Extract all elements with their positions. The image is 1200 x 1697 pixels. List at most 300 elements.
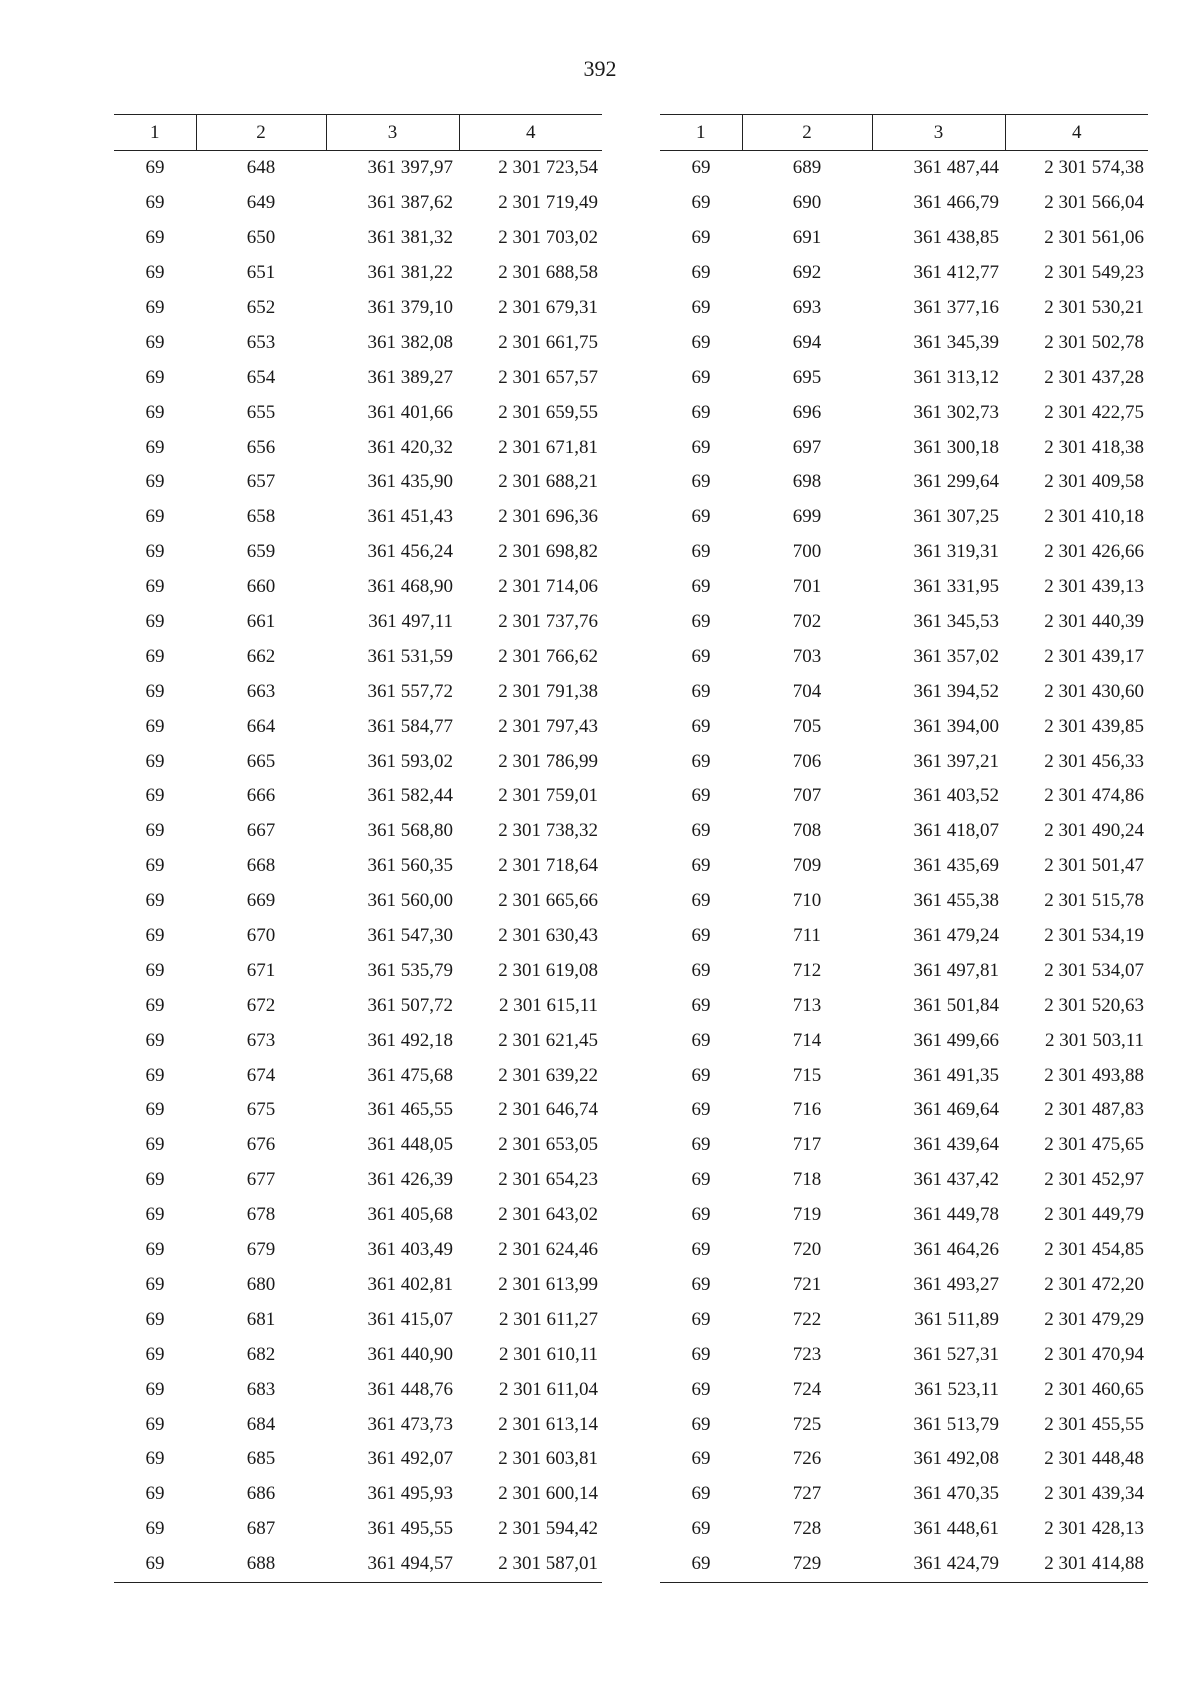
contour-number-cell: 69 — [691, 785, 711, 807]
y-coordinate-cell: 2 301 455,55 — [1044, 1413, 1144, 1435]
point-number-cell: 701 — [792, 576, 822, 598]
table-row — [660, 674, 1148, 709]
point-number-cell: 676 — [246, 1134, 276, 1156]
x-coordinate-cell: 361 394,00 — [913, 715, 999, 737]
table-row — [660, 1512, 1148, 1547]
point-number-cell: 666 — [246, 785, 276, 807]
table-row — [660, 256, 1148, 291]
table-row — [114, 570, 602, 605]
table-row — [660, 1442, 1148, 1477]
x-coordinate-cell: 361 299,64 — [913, 471, 999, 493]
y-coordinate-cell: 2 301 621,45 — [498, 1029, 598, 1051]
point-number-cell: 692 — [792, 262, 822, 284]
point-number-cell: 708 — [792, 820, 822, 842]
point-number-cell: 678 — [246, 1204, 276, 1226]
table-row — [660, 1268, 1148, 1303]
column-header: 1 — [114, 115, 196, 151]
contour-number-cell: 69 — [145, 1064, 165, 1086]
point-number-cell: 691 — [792, 227, 822, 249]
table-row — [114, 1198, 602, 1233]
y-coordinate-cell: 2 301 460,65 — [1044, 1378, 1144, 1400]
contour-number-cell: 69 — [691, 297, 711, 318]
x-coordinate-cell: 361 455,38 — [913, 890, 999, 912]
column-header: 4 — [459, 115, 602, 151]
table-row — [114, 1023, 602, 1058]
x-coordinate-cell: 361 487,44 — [913, 157, 999, 179]
contour-number-cell: 69 — [145, 925, 165, 947]
point-number-cell: 653 — [246, 331, 276, 353]
x-coordinate-cell: 361 307,25 — [913, 506, 999, 528]
x-coordinate-cell: 361 501,84 — [913, 994, 999, 1016]
table-row — [660, 744, 1148, 779]
point-number-cell: 661 — [246, 611, 276, 633]
point-number-cell: 682 — [246, 1343, 276, 1365]
point-number-cell: 695 — [792, 366, 822, 388]
table-row — [114, 465, 602, 500]
table-row — [660, 1547, 1148, 1582]
table-row — [114, 430, 602, 465]
point-number-cell: 710 — [792, 890, 822, 912]
contour-number-cell: 69 — [691, 1378, 711, 1400]
y-coordinate-cell: 2 301 624,46 — [498, 1239, 598, 1261]
point-number-cell: 722 — [792, 1308, 822, 1330]
x-coordinate-cell: 361 466,79 — [913, 192, 999, 214]
contour-number-cell: 69 — [145, 1169, 165, 1191]
table-row — [114, 1058, 602, 1093]
y-coordinate-cell: 2 301 646,74 — [498, 1099, 598, 1121]
point-number-cell: 684 — [246, 1413, 276, 1435]
contour-number-cell: 69 — [145, 750, 165, 772]
x-coordinate-cell: 361 560,35 — [367, 855, 453, 877]
x-coordinate-cell: 361 435,90 — [367, 471, 453, 493]
y-coordinate-cell: 2 301 615,11 — [498, 994, 598, 1016]
contour-number-cell: 69 — [145, 1239, 165, 1261]
contour-number-cell: 69 — [145, 1413, 165, 1435]
page-number: 392 — [583, 56, 617, 81]
point-number-cell: 703 — [792, 645, 822, 667]
table-row — [660, 1128, 1148, 1163]
x-coordinate-cell: 361 495,55 — [367, 1518, 453, 1540]
point-number-cell: 694 — [792, 331, 822, 353]
y-coordinate-cell: 2 301 600,14 — [498, 1483, 598, 1505]
table-row — [660, 151, 1148, 186]
y-coordinate-cell: 2 301 766,62 — [498, 645, 598, 667]
x-coordinate-cell: 361 387,62 — [367, 192, 453, 214]
table-row — [114, 1547, 602, 1582]
y-coordinate-cell: 2 301 520,63 — [1044, 994, 1144, 1016]
table-row — [660, 570, 1148, 605]
contour-number-cell: 69 — [145, 611, 165, 633]
point-number-cell: 713 — [792, 994, 822, 1016]
point-number-cell: 700 — [792, 541, 822, 563]
contour-number-cell: 69 — [691, 1483, 711, 1505]
table-row — [660, 988, 1148, 1023]
point-number-cell: 681 — [246, 1308, 276, 1330]
contour-number-cell: 69 — [145, 1483, 165, 1505]
point-number-cell: 680 — [246, 1273, 276, 1295]
table-row — [114, 988, 602, 1023]
x-coordinate-cell: 361 437,42 — [913, 1169, 999, 1191]
point-number-cell: 679 — [246, 1239, 276, 1261]
x-coordinate-cell: 361 547,30 — [367, 925, 453, 947]
y-coordinate-cell: 2 301 653,05 — [498, 1134, 598, 1156]
table-row — [114, 814, 602, 849]
y-coordinate-cell: 2 301 611,04 — [498, 1378, 598, 1400]
contour-number-cell: 69 — [691, 611, 711, 633]
y-coordinate-cell: 2 301 475,65 — [1044, 1134, 1144, 1156]
table-row — [114, 256, 602, 291]
table-row — [114, 919, 602, 954]
table-row — [114, 1128, 602, 1163]
contour-number-cell: 69 — [691, 541, 711, 563]
table-row — [660, 1023, 1148, 1058]
y-coordinate-cell: 2 301 654,23 — [498, 1169, 598, 1191]
table-row — [660, 1163, 1148, 1198]
column-header: 1 — [660, 115, 742, 151]
y-coordinate-cell: 2 301 426,66 — [1044, 541, 1144, 563]
table-row — [114, 221, 602, 256]
contour-number-cell: 69 — [691, 1169, 711, 1191]
x-coordinate-cell: 361 389,27 — [367, 366, 453, 388]
point-number-cell: 715 — [792, 1064, 822, 1086]
point-number-cell: 704 — [792, 680, 822, 702]
y-coordinate-cell: 2 301 619,08 — [498, 959, 598, 981]
point-number-cell: 673 — [246, 1029, 276, 1051]
table-row — [114, 1268, 602, 1303]
x-coordinate-cell: 361 357,02 — [913, 645, 999, 667]
table-row — [114, 186, 602, 221]
y-coordinate-cell: 2 301 630,43 — [498, 925, 598, 947]
table-row — [114, 1093, 602, 1128]
table-row — [114, 1233, 602, 1268]
x-coordinate-cell: 361 499,66 — [913, 1029, 999, 1051]
contour-number-cell: 69 — [691, 680, 711, 702]
y-coordinate-cell: 2 301 440,39 — [1044, 611, 1144, 633]
table-row — [660, 1302, 1148, 1337]
point-number-cell: 658 — [246, 506, 276, 528]
y-coordinate-cell: 2 301 738,32 — [498, 820, 598, 842]
table-row — [114, 1372, 602, 1407]
x-coordinate-cell: 361 475,68 — [367, 1064, 453, 1086]
y-coordinate-cell: 2 301 611,27 — [498, 1308, 598, 1330]
point-number-cell: 721 — [792, 1273, 822, 1295]
x-coordinate-cell: 361 379,10 — [367, 297, 453, 318]
point-number-cell: 702 — [792, 611, 822, 633]
table-row — [660, 1337, 1148, 1372]
y-coordinate-cell: 2 301 718,64 — [498, 855, 598, 877]
contour-number-cell: 69 — [691, 366, 711, 388]
point-number-cell: 725 — [792, 1413, 822, 1435]
point-number-cell: 669 — [246, 890, 276, 912]
contour-number-cell: 69 — [145, 1378, 165, 1400]
contour-number-cell: 69 — [145, 715, 165, 737]
point-number-cell: 711 — [793, 925, 821, 947]
column-header: 3 — [872, 115, 1005, 151]
table-row — [114, 325, 602, 360]
contour-number-cell: 69 — [691, 1134, 711, 1156]
y-coordinate-cell: 2 301 479,29 — [1044, 1308, 1144, 1330]
x-coordinate-cell: 361 438,85 — [913, 227, 999, 249]
contour-number-cell: 69 — [691, 331, 711, 353]
point-number-cell: 665 — [246, 750, 276, 772]
point-number-cell: 652 — [246, 297, 276, 318]
contour-number-cell: 69 — [691, 401, 711, 423]
y-coordinate-cell: 2 301 410,18 — [1044, 506, 1144, 528]
contour-number-cell: 69 — [145, 576, 165, 598]
table-row — [660, 465, 1148, 500]
point-number-cell: 726 — [792, 1448, 822, 1470]
contour-number-cell: 69 — [145, 506, 165, 528]
table-row — [114, 151, 602, 186]
point-number-cell: 660 — [246, 576, 276, 598]
contour-number-cell: 69 — [691, 645, 711, 667]
point-number-cell: 707 — [792, 785, 822, 807]
x-coordinate-cell: 361 493,27 — [913, 1273, 999, 1295]
x-coordinate-cell: 361 415,07 — [367, 1308, 453, 1330]
table-row — [660, 849, 1148, 884]
y-coordinate-cell: 2 301 688,21 — [498, 471, 598, 493]
y-coordinate-cell: 2 301 448,48 — [1044, 1448, 1144, 1470]
point-number-cell: 664 — [246, 715, 276, 737]
x-coordinate-cell: 361 531,59 — [367, 645, 453, 667]
table-row — [114, 360, 602, 395]
contour-number-cell: 69 — [145, 1448, 165, 1470]
contour-number-cell: 69 — [145, 1204, 165, 1226]
y-coordinate-cell: 2 301 452,97 — [1044, 1169, 1144, 1191]
contour-number-cell: 69 — [145, 820, 165, 842]
table-row — [660, 884, 1148, 919]
x-coordinate-cell: 361 412,77 — [913, 262, 999, 284]
x-coordinate-cell: 361 440,90 — [367, 1343, 453, 1365]
contour-number-cell: 69 — [114, 1547, 196, 1582]
table-header-row — [114, 115, 602, 151]
x-coordinate-cell: 361 319,31 — [913, 541, 999, 563]
contour-number-cell: 69 — [145, 331, 165, 353]
y-coordinate-cell: 2 301 719,49 — [498, 192, 598, 214]
contour-number-cell: 69 — [145, 227, 165, 249]
table-row — [660, 605, 1148, 640]
x-coordinate-cell: 361 469,64 — [913, 1099, 999, 1121]
y-coordinate-cell: 2 301 797,43 — [498, 715, 598, 737]
table-row — [114, 849, 602, 884]
table-row — [660, 1233, 1148, 1268]
x-coordinate-cell: 361 497,11 — [368, 611, 453, 633]
point-number-cell: 688 — [196, 1547, 326, 1582]
contour-number-cell: 69 — [691, 820, 711, 842]
table-row — [114, 1337, 602, 1372]
table-row — [114, 535, 602, 570]
x-coordinate-cell: 361 403,52 — [913, 785, 999, 807]
contour-number-cell: 69 — [145, 471, 165, 493]
contour-number-cell: 69 — [691, 436, 711, 458]
y-coordinate-cell: 2 301 503,11 — [1044, 1029, 1144, 1051]
point-number-cell: 698 — [792, 471, 822, 493]
y-coordinate-cell: 2 301 490,24 — [1044, 820, 1144, 842]
table-row — [660, 360, 1148, 395]
point-number-cell: 720 — [792, 1239, 822, 1261]
contour-number-cell: 69 — [145, 297, 165, 318]
contour-number-cell: 69 — [691, 576, 711, 598]
y-coordinate-cell: 2 301 456,33 — [1044, 750, 1144, 772]
contour-number-cell: 69 — [691, 890, 711, 912]
contour-number-cell: 69 — [691, 1064, 711, 1086]
contour-number-cell: 69 — [145, 1099, 165, 1121]
x-coordinate-cell: 361 568,80 — [367, 820, 453, 842]
x-coordinate-cell: 361 394,52 — [913, 680, 999, 702]
contour-number-cell: 69 — [145, 959, 165, 981]
y-coordinate-cell: 2 301 639,22 — [498, 1064, 598, 1086]
point-number-cell: 714 — [792, 1029, 822, 1051]
y-coordinate-cell: 2 301 472,20 — [1044, 1273, 1144, 1295]
y-coordinate-cell: 2 301 723,54 — [498, 157, 598, 179]
x-coordinate-cell: 361 424,79 — [872, 1547, 1005, 1582]
x-coordinate-cell: 361 479,24 — [913, 925, 999, 947]
x-coordinate-cell: 361 381,22 — [367, 262, 453, 284]
y-coordinate-cell: 2 301 665,66 — [498, 890, 598, 912]
x-coordinate-cell: 361 451,43 — [367, 506, 453, 528]
x-coordinate-cell: 361 405,68 — [367, 1204, 453, 1226]
y-coordinate-cell: 2 301 454,85 — [1044, 1239, 1144, 1261]
table-row — [114, 500, 602, 535]
y-coordinate-cell: 2 301 594,42 — [498, 1518, 598, 1540]
x-coordinate-cell: 361 497,81 — [913, 959, 999, 981]
y-coordinate-cell: 2 301 657,57 — [498, 366, 598, 388]
table-row — [114, 1512, 602, 1547]
contour-number-cell: 69 — [691, 1518, 711, 1540]
point-number-cell: 659 — [246, 541, 276, 563]
table-row — [114, 779, 602, 814]
point-number-cell: 651 — [246, 262, 276, 284]
y-coordinate-cell: 2 301 439,85 — [1044, 715, 1144, 737]
point-number-cell: 674 — [246, 1064, 276, 1086]
table-row — [660, 395, 1148, 430]
contour-number-cell: 69 — [691, 959, 711, 981]
contour-number-cell: 69 — [691, 1273, 711, 1295]
x-coordinate-cell: 361 511,89 — [914, 1308, 999, 1330]
x-coordinate-cell: 361 448,61 — [913, 1518, 999, 1540]
point-number-cell: 672 — [246, 994, 276, 1016]
y-coordinate-cell: 2 301 530,21 — [1044, 297, 1144, 318]
column-header: 3 — [326, 115, 459, 151]
contour-number-cell: 69 — [145, 366, 165, 388]
contour-number-cell: 69 — [691, 1308, 711, 1330]
x-coordinate-cell: 361 345,39 — [913, 331, 999, 353]
contour-number-cell: 69 — [691, 715, 711, 737]
point-number-cell: 712 — [792, 959, 822, 981]
table-row — [660, 639, 1148, 674]
x-coordinate-cell: 361 448,05 — [367, 1134, 453, 1156]
y-coordinate-cell: 2 301 759,01 — [498, 785, 598, 807]
x-coordinate-cell: 361 302,73 — [913, 401, 999, 423]
contour-number-cell: 69 — [691, 750, 711, 772]
table-row — [660, 814, 1148, 849]
y-coordinate-cell: 2 301 661,75 — [498, 331, 598, 353]
table-row — [114, 639, 602, 674]
y-coordinate-cell: 2 301 659,55 — [498, 401, 598, 423]
table-row — [114, 1407, 602, 1442]
table-row — [660, 1477, 1148, 1512]
point-number-cell: 650 — [246, 227, 276, 249]
table-row — [660, 291, 1148, 326]
x-coordinate-cell: 361 403,49 — [367, 1239, 453, 1261]
x-coordinate-cell: 361 582,44 — [367, 785, 453, 807]
x-coordinate-cell: 361 397,21 — [913, 750, 999, 772]
y-coordinate-cell: 2 301 430,60 — [1044, 680, 1144, 702]
point-number-cell: 706 — [792, 750, 822, 772]
point-number-cell: 723 — [792, 1343, 822, 1365]
point-number-cell: 648 — [246, 157, 276, 179]
table-row — [660, 186, 1148, 221]
x-coordinate-cell: 361 331,95 — [913, 576, 999, 598]
y-coordinate-cell: 2 301 643,02 — [498, 1204, 598, 1226]
table-row — [660, 221, 1148, 256]
table-row — [660, 500, 1148, 535]
coordinates-table-left — [114, 114, 602, 1583]
y-coordinate-cell: 2 301 679,31 — [498, 297, 598, 318]
y-coordinate-cell: 2 301 613,14 — [498, 1413, 598, 1435]
point-number-cell: 671 — [246, 959, 276, 981]
point-number-cell: 689 — [792, 157, 822, 179]
y-coordinate-cell: 2 301 439,34 — [1044, 1483, 1144, 1505]
y-coordinate-cell: 2 301 501,47 — [1044, 855, 1144, 877]
x-coordinate-cell: 361 492,18 — [367, 1029, 453, 1051]
x-coordinate-cell: 361 557,72 — [367, 680, 453, 702]
contour-number-cell: 69 — [691, 994, 711, 1016]
point-number-cell: 687 — [246, 1518, 276, 1540]
table-header-row — [660, 115, 1148, 151]
x-coordinate-cell: 361 473,73 — [367, 1413, 453, 1435]
contour-number-cell: 69 — [691, 1204, 711, 1226]
table-row — [660, 1093, 1148, 1128]
x-coordinate-cell: 361 584,77 — [367, 715, 453, 737]
point-number-cell: 727 — [792, 1483, 822, 1505]
table-row — [660, 709, 1148, 744]
contour-number-cell: 69 — [691, 1099, 711, 1121]
point-number-cell: 663 — [246, 680, 276, 702]
point-number-cell: 697 — [792, 436, 822, 458]
point-number-cell: 668 — [246, 855, 276, 877]
x-coordinate-cell: 361 465,55 — [367, 1099, 453, 1121]
x-coordinate-cell: 361 381,32 — [367, 227, 453, 249]
contour-number-cell: 69 — [145, 890, 165, 912]
table-row — [660, 1372, 1148, 1407]
contour-number-cell: 69 — [691, 192, 711, 214]
y-coordinate-cell: 2 301 603,81 — [498, 1448, 598, 1470]
x-coordinate-cell: 361 507,72 — [367, 994, 453, 1016]
y-coordinate-cell: 2 301 493,88 — [1044, 1064, 1144, 1086]
point-number-cell: 656 — [246, 436, 276, 458]
x-coordinate-cell: 361 401,66 — [367, 401, 453, 423]
point-number-cell: 717 — [792, 1134, 822, 1156]
x-coordinate-cell: 361 397,97 — [367, 157, 453, 179]
contour-number-cell: 69 — [691, 1448, 711, 1470]
x-coordinate-cell: 361 492,07 — [367, 1448, 453, 1470]
y-coordinate-cell: 2 301 737,76 — [498, 611, 598, 633]
y-coordinate-cell: 2 301 474,86 — [1044, 785, 1144, 807]
x-coordinate-cell: 361 435,69 — [913, 855, 999, 877]
x-coordinate-cell: 361 470,35 — [913, 1483, 999, 1505]
point-number-cell: 728 — [792, 1518, 822, 1540]
y-coordinate-cell: 2 301 610,11 — [498, 1343, 598, 1365]
contour-number-cell: 69 — [145, 680, 165, 702]
contour-number-cell: 69 — [145, 1029, 165, 1051]
point-number-cell: 719 — [792, 1204, 822, 1226]
point-number-cell: 709 — [792, 855, 822, 877]
table-row — [660, 1407, 1148, 1442]
point-number-cell: 662 — [246, 645, 276, 667]
y-coordinate-cell: 2 301 786,99 — [498, 750, 598, 772]
y-coordinate-cell: 2 301 534,19 — [1044, 925, 1144, 947]
